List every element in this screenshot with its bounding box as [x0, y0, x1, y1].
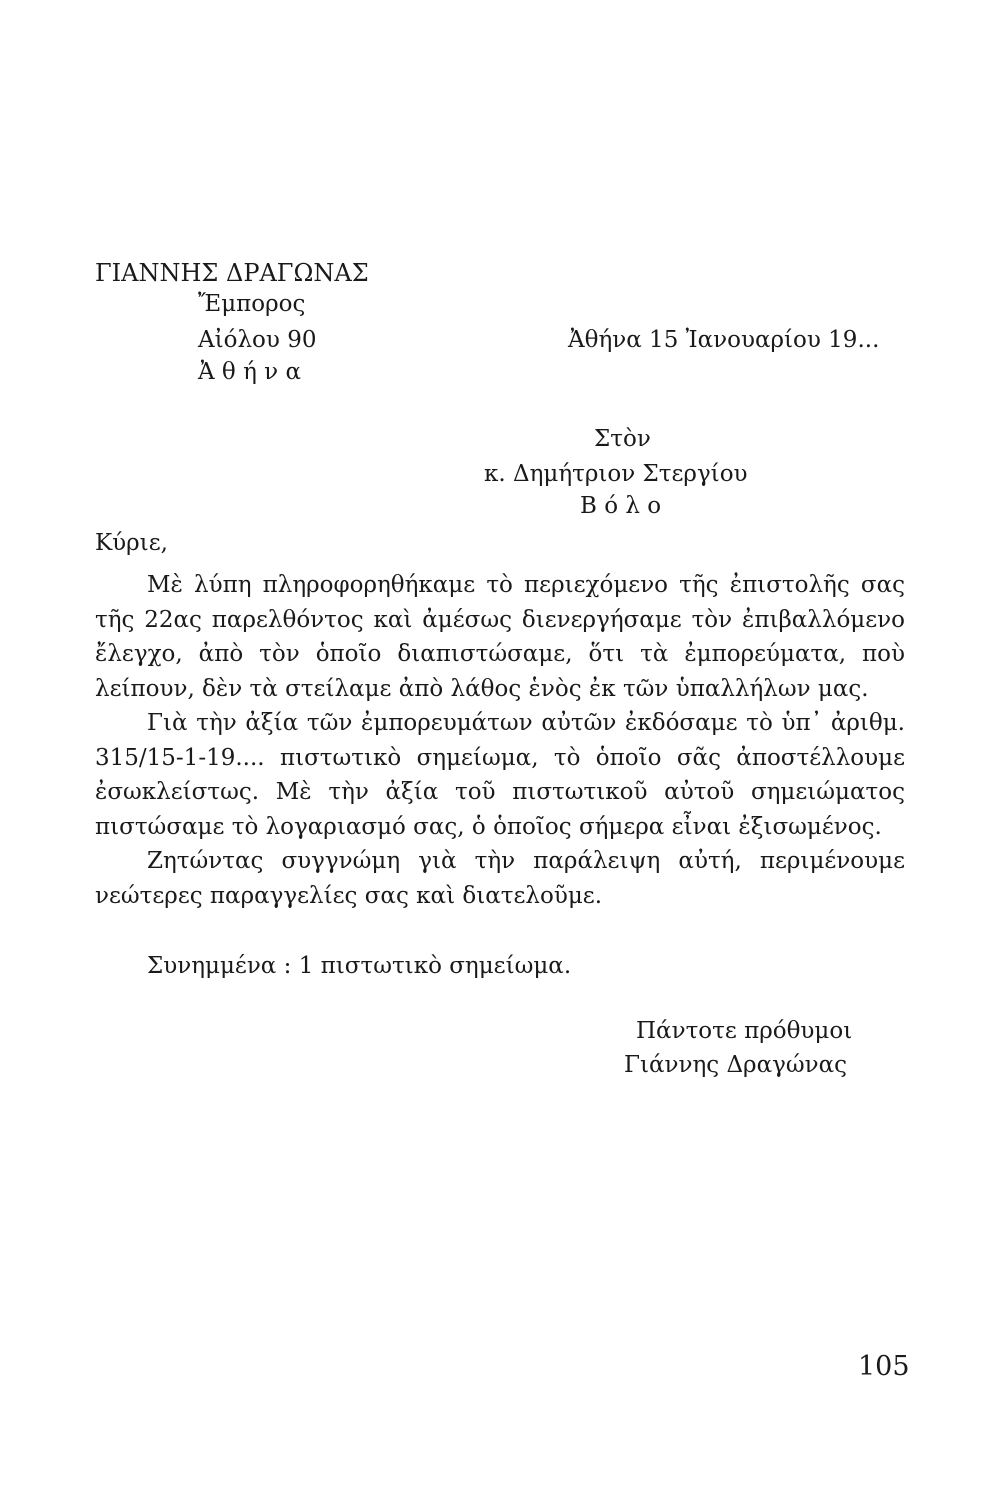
body-paragraph-2: Γιὰ τὴν ἀξία τῶν ἐμπορευμάτων αὐτῶν ἐκδόσαμε τὸ ὑπ᾿ ἀριθμ. 315/15-1-19.... πιστωτικὸ σημείωμα, τὸ ὁποῖο σᾶς ἀποστέλλουμε ἐσωκλείστως. Μὲ τὴν ἀξία τοῦ πιστωτικοῦ αὐτοῦ σημειώματος πιστώσαμε τὸ λογαριασμό σας, ὁ ὁποῖος σήμερα εἶναι ἐξισωμένος. [95, 710, 905, 840]
sender-occupation: Ἔμπορος [198, 291, 306, 317]
body-paragraph-3: Ζητώντας συγγνώμη γιὰ τὴν παράλειψη αὐτή, περιμένουμε νεώτερες παραγγελίες σας καὶ διατελοῦμε. [95, 848, 905, 909]
letter-date: Ἀθήνα 15 Ἰανουαρίου 19... [568, 327, 880, 353]
body-paragraph-1: Μὲ λύπη πληροφορηθήκαμε τὸ περιεχόμενο τῆς ἐπιστολῆς σας τῆς 22ας παρελθόντος καὶ ἀμέσως διενεργήσαμε τὸν ἐπιβαλλόμενο ἔλεγχο, ἀπὸ τὸν ὁποῖο διαπιστώσαμε, ὅτι τὰ ἐμπορεύματα, ποὺ λείπουν, δὲν τὰ στείλαμε ἀπὸ λάθος ἑνὸς ἐκ τῶν ὑπαλλήλων μας. [95, 572, 905, 702]
sender-name: ΓΙΑΝΝΗΣ ΔΡΑΓΩΝΑΣ [95, 259, 369, 287]
signature: Γιάννης Δραγώνας [624, 1052, 848, 1078]
sender-city: Ἀ θ ή ν α [198, 359, 301, 385]
recipient-prefix: Στὸν [594, 426, 651, 452]
sender-street: Αἰόλου 90 [198, 327, 317, 353]
enclosure-note: Συνημμένα : 1 πιστωτικὸ σημείωμα. [147, 953, 572, 979]
page-number: 105 [858, 1351, 910, 1382]
closing-phrase: Πάντοτε πρόθυμοι [636, 1018, 853, 1044]
recipient-name: κ. Δημήτριον Στεργίου [484, 461, 748, 487]
recipient-city: Β ό λ ο [580, 493, 662, 519]
salutation: Κύριε, [95, 530, 168, 556]
letter-body [95, 568, 905, 913]
